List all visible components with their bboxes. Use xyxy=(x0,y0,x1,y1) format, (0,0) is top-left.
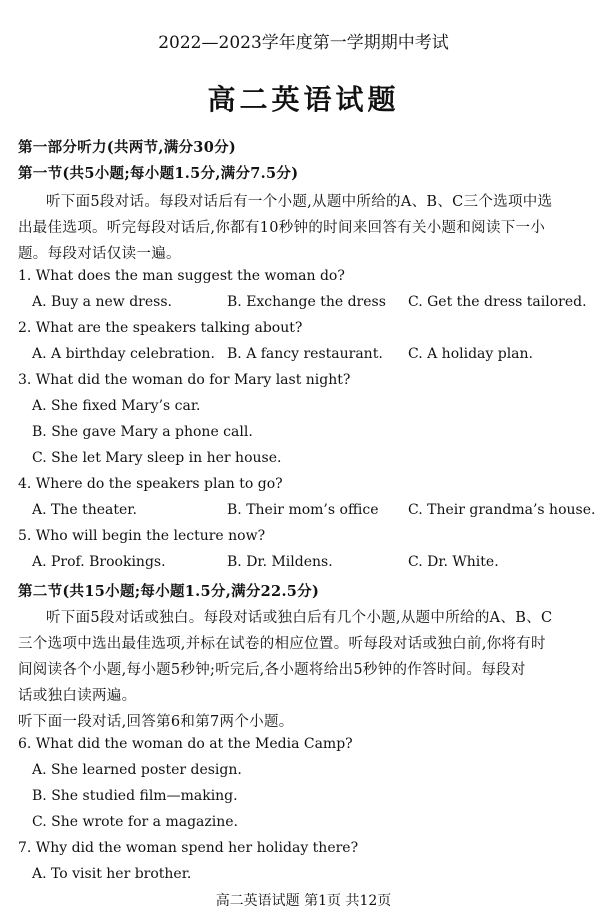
section2-instruction-line: 听下面5段对话或独白。每段对话或独白后有几个小题,从题中所给的A、B、C xyxy=(46,610,553,626)
option-3a: A. She fixed Mary’s car. xyxy=(32,398,201,414)
option-1c: C. Get the dress tailored. xyxy=(408,294,587,310)
option-5c: C. Dr. White. xyxy=(408,554,499,570)
option-4a: A. The theater. xyxy=(32,502,137,518)
option-1a: A. Buy a new dress. xyxy=(32,294,172,310)
option-2b: B. A fancy restaurant. xyxy=(227,346,383,362)
option-1b: B. Exchange the dress xyxy=(227,294,386,310)
section1-instruction-line: 题。每段对话仅读一遍。 xyxy=(18,246,181,262)
section1-instruction-line: 听下面5段对话。每段对话后有一个小题,从题中所给的A、B、C三个选项中选 xyxy=(46,194,553,210)
group-note: 听下面一段对话,回答第6和第7两个小题。 xyxy=(18,714,294,730)
section2-instruction-line: 三个选项中选出最佳选项,并标在试卷的相应位置。听每段对话或独白前,你将有时 xyxy=(18,636,546,652)
option-5b: B. Dr. Mildens. xyxy=(227,554,333,570)
option-4c: C. Their grandma’s house. xyxy=(408,502,596,518)
option-3b: B. She gave Mary a phone call. xyxy=(32,424,253,440)
section2-instruction-line: 话或独白读两遍。 xyxy=(18,688,137,704)
option-3c: C. She let Mary sleep in her house. xyxy=(32,450,282,466)
option-6b: B. She studied film—making. xyxy=(32,788,238,804)
question-3: 3. What did the woman do for Mary last night? xyxy=(18,372,351,388)
question-1: 1. What does the man suggest the woman do? xyxy=(18,268,345,284)
option-2a: A. A birthday celebration. xyxy=(32,346,215,362)
option-7a: A. To visit her brother. xyxy=(32,866,192,882)
exam-header: 2022—2023学年度第一学期期中考试 xyxy=(158,33,449,53)
question-2: 2. What are the speakers talking about? xyxy=(18,320,303,336)
section1-heading: 第一节(共5小题;每小题1.5分,满分7.5分) xyxy=(18,165,299,182)
question-5: 5. Who will begin the lecture now? xyxy=(18,528,266,544)
part1-heading: 第一部分听力(共两节,满分30分) xyxy=(18,139,237,156)
question-7: 7. Why did the woman spend her holiday there? xyxy=(18,840,359,856)
section1-instruction-line: 出最佳选项。听完每段对话后,你都有10秒钟的时间来回答有关小题和阅读下一小 xyxy=(18,220,546,236)
section2-heading: 第二节(共15小题;每小题1.5分,满分22.5分) xyxy=(18,583,320,600)
option-2c: C. A holiday plan. xyxy=(408,346,533,362)
section2-instruction-line: 间阅读各个小题,每小题5秒钟;听完后,各小题将给出5秒钟的作答时间。每段对 xyxy=(18,662,526,678)
option-5a: A. Prof. Brookings. xyxy=(32,554,166,570)
question-4: 4. Where do the speakers plan to go? xyxy=(18,476,283,492)
page-footer: 高二英语试题 第1页 共12页 xyxy=(215,893,392,909)
page-title: 高二英语试题 xyxy=(207,83,400,116)
question-6: 6. What did the woman do at the Media Camp? xyxy=(18,736,353,752)
option-6a: A. She learned poster design. xyxy=(32,762,242,778)
option-6c: C. She wrote for a magazine. xyxy=(32,814,239,830)
option-4b: B. Their mom’s office xyxy=(227,502,379,518)
